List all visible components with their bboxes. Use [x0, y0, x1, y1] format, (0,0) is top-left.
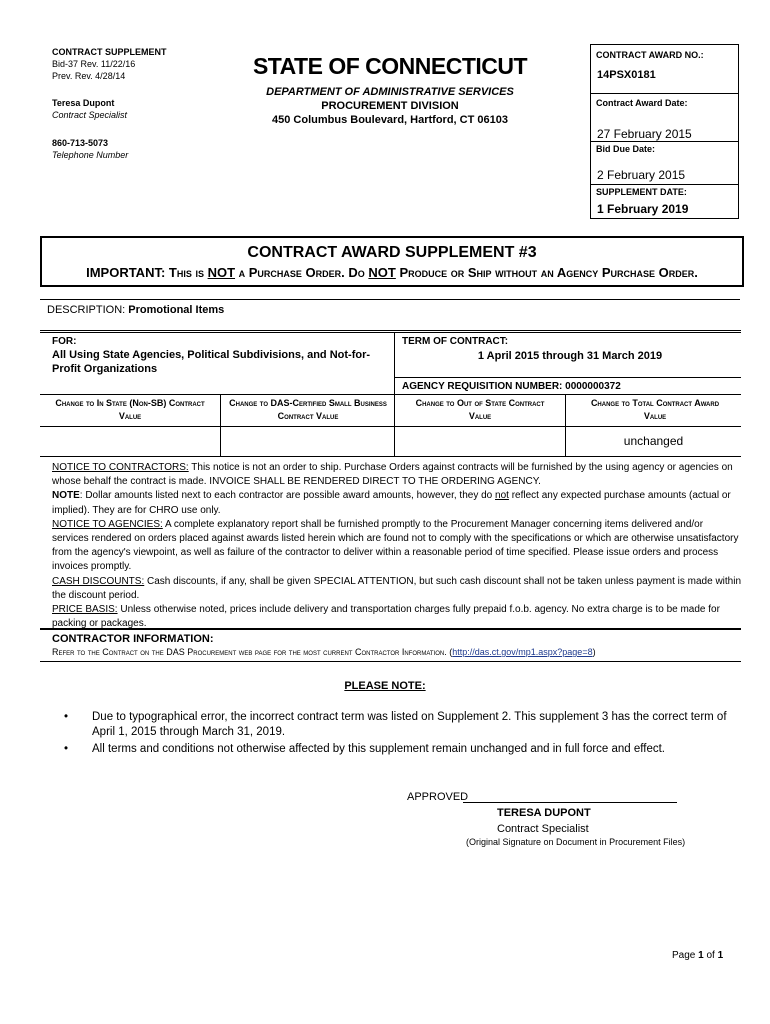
divider — [40, 628, 741, 630]
bid-revision: Bid-37 Rev. 11/22/16 — [52, 59, 136, 69]
col-in-state-header: Change to In State (Non-SB) Contract Value — [55, 398, 205, 421]
contractor-info-refer: Refer to the Contract on the DAS Procurement web page for the most current Contractor Information. (http://das.ct.gov/mp1.aspx?page=8) — [52, 647, 596, 657]
list-item: • Due to typographical error, the incorrect contract term was listed on Supplement 2. This supplement 3 has the correct term of April 1, 2015 through March 31, 2019. — [64, 711, 727, 738]
division-name: PROCUREMENT DIVISION — [321, 100, 459, 112]
cash-discounts: CASH DISCOUNTS: Cash discounts, if any, shall be given SPECIAL ATTENTION, but such cash discount shall not be taken unless payment is made within the discount period. — [52, 575, 742, 601]
for-label: FOR: — [52, 336, 77, 347]
banner-important-note: IMPORTANT: This is NOT a Purchase Order. Do NOT Produce or Ship without an Agency Purchase Order. — [86, 265, 698, 280]
award-date-section — [591, 93, 738, 141]
contact-name: Teresa Dupont — [52, 98, 115, 108]
notices-section — [52, 461, 742, 631]
col-total-award-header: Change to Total Contract Award Value — [590, 398, 720, 421]
contact-title: Contract Specialist — [52, 110, 128, 120]
department-name: DEPARTMENT OF ADMINISTRATIVE SERVICES — [266, 86, 514, 98]
approved-label: APPROVED — [407, 791, 469, 803]
please-note-list — [64, 710, 744, 759]
supplement-banner — [40, 236, 744, 287]
for-value: All Using State Agencies, Political Subdivisions, and Not-for-Profit Organizations — [52, 349, 371, 375]
prev-revision: Prev. Rev. 4/28/14 — [52, 71, 126, 81]
award-no-value: 14PSX0181 — [597, 69, 656, 81]
award-date-value: 27 February 2015 — [597, 127, 692, 141]
signature-line — [463, 802, 677, 803]
division-address: 450 Columbus Boulevard, Hartford, CT 06103 — [272, 114, 508, 126]
header-center-block — [245, 52, 535, 127]
doc-type: CONTRACT SUPPLEMENT — [52, 47, 167, 57]
supplement-date-section — [591, 184, 738, 216]
term-label: TERM OF CONTRACT: — [402, 336, 509, 347]
supplement-date-label: SUPPLEMENT DATE: — [596, 187, 687, 197]
col-out-of-state-header: Change to Out of State Contract Value — [415, 398, 545, 421]
contact-phone: 860-713-5073 — [52, 138, 109, 148]
note: NOTE: Dollar amounts listed next to each contractor are possible award amounts, however, they do not reflect any expected purchase amounts (actual or implied). They are for CHRO use only. — [52, 490, 731, 516]
state-title: STATE OF CONNECTICUT — [252, 53, 528, 79]
bid-due-section — [591, 141, 738, 182]
approver-title: Contract Specialist — [497, 823, 589, 835]
bid-due-label: Bid Due Date: — [596, 144, 656, 154]
supplement-date-value: 1 February 2019 — [597, 202, 689, 216]
col-das-small-business-header: Change to DAS-Certified Small Business Contract Value — [229, 398, 387, 421]
phone-label: Telephone Number — [52, 150, 129, 160]
contractor-info-link[interactable]: http://das.ct.gov/mp1.aspx?page=8 — [452, 647, 593, 657]
page-number: Page 1 of 1 — [672, 950, 724, 961]
header-left-block — [52, 46, 232, 161]
description: DESCRIPTION: Promotional Items — [47, 304, 225, 316]
term-value: 1 April 2015 through 31 March 2019 — [477, 350, 663, 362]
award-no-label: CONTRACT AWARD NO.: — [596, 50, 704, 60]
banner-title: CONTRACT AWARD SUPPLEMENT #3 — [247, 244, 537, 261]
price-basis: PRICE BASIS: Unless otherwise noted, prices include delivery and transportation charges fully prepaid f.o.b. agency. No extra charge is to be made for packing or packages. — [52, 604, 720, 630]
contract-info-box — [590, 44, 739, 219]
list-item: • All terms and conditions not otherwise affected by this supplement remain unchanged and in full force and effect. — [64, 743, 666, 755]
total-award-value: unchanged — [623, 434, 684, 448]
bid-due-value: 2 February 2015 — [597, 168, 686, 182]
requisition-number: AGENCY REQUISITION NUMBER: 0000000372 — [402, 381, 621, 392]
contractor-info-title: CONTRACTOR INFORMATION: — [52, 633, 214, 645]
notice-to-contractors: NOTICE TO CONTRACTORS: This notice is not an order to ship. Purchase Orders against contracts will be furnished by the using agency or agencies on whose behalf the contract is made. INVOICE SHALL BE RENDERED DIRECT TO THE ORDERING AGENCY. — [52, 462, 733, 488]
divider — [40, 299, 740, 300]
notice-to-agencies: NOTICE TO AGENCIES: A complete explanatory report shall be furnished promptly to the Procurement Manager concerning items delivered and/or services rendered on orders placed against awards listed herein which are found not to comply with the specifications or which are otherwise unsatisfactory from the agency's viewpoint, as well as failure of the contractor to deliver within a reasonable period of time specified. Please issue orders and process invoices promptly. — [52, 518, 739, 573]
divider — [40, 661, 741, 662]
please-note-title: PLEASE NOTE: — [344, 680, 426, 692]
award-date-label: Contract Award Date: — [596, 98, 688, 108]
signature-note: (Original Signature on Document in Procurement Files) — [466, 837, 686, 847]
approver-name: TERESA DUPONT — [497, 807, 591, 819]
